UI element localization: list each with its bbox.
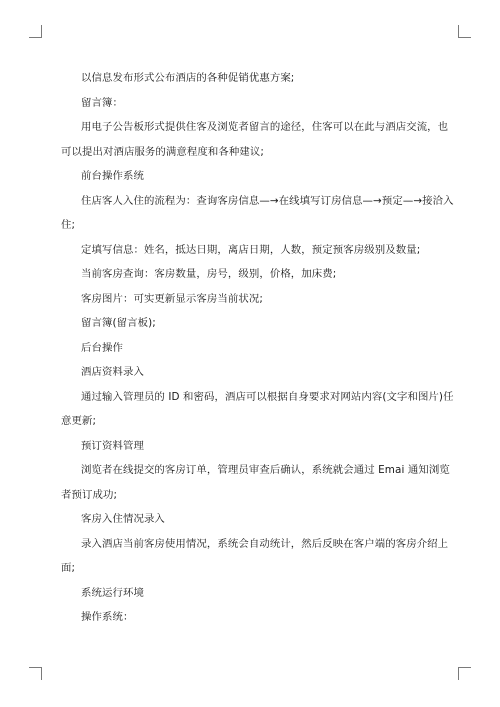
crop-mark-bottom-right: [458, 667, 471, 680]
text-line: 可以提出对酒店服务的满意程度和各种建议;: [61, 145, 264, 158]
text-line: 录入酒店当前客房使用情况，系统会自动统计，然后反映在客户端的客房介绍上: [81, 537, 449, 550]
text-line: 系统运行环境: [81, 586, 144, 599]
text-line: 酒店资料录入: [81, 366, 144, 378]
text-line: 住店客人入住的流程为：查询客房信息—→在线填写订房信息—→预定—→接洽入: [81, 194, 454, 207]
text-line: 当前客房查询：客房数量，房号，级别，价格，加床费;: [81, 268, 337, 280]
crop-mark-top-left: [29, 25, 42, 38]
text-line: 用电子公告板形式提供住客及浏览者留言的途径，住客可以在此与酒店交流，也: [81, 121, 449, 133]
text-line: 预订资料管理: [81, 439, 144, 452]
text-line: 留言簿：: [81, 96, 123, 109]
text-line: 住;: [61, 219, 76, 231]
document-body: [61, 66, 454, 630]
text-line: 浏览者在线提交的客房订单，管理员审查后确认，系统就会通过 Emai 通知浏览: [81, 464, 450, 476]
text-line: 面;: [61, 562, 76, 574]
text-line: 以信息发布形式公布酒店的各种促销优惠方案;: [81, 72, 295, 84]
text-line: 通过输入管理员的 ID 和密码，酒店可以根据自身要求对网站内容(文字和图片)任: [81, 390, 454, 403]
text-line: 操作系统：: [81, 611, 134, 623]
text-line: 意更新;: [61, 415, 97, 427]
crop-mark-bottom-left: [29, 667, 42, 680]
text-line: 留言簿(留言板);: [81, 317, 156, 329]
crop-mark-top-right: [458, 25, 471, 38]
text-line: 客房入住情况录入: [81, 513, 165, 525]
text-line: 客房图片：可实更新显示客房当前状况;: [81, 292, 263, 305]
text-line: 定填写信息：姓名，抵达日期，离店日期，人数，预定预客房级别及数量;: [81, 243, 421, 256]
text-line: 者预订成功;: [61, 488, 118, 501]
text-line: 后台操作: [81, 341, 123, 354]
text-line: 前台操作系统: [81, 170, 144, 182]
